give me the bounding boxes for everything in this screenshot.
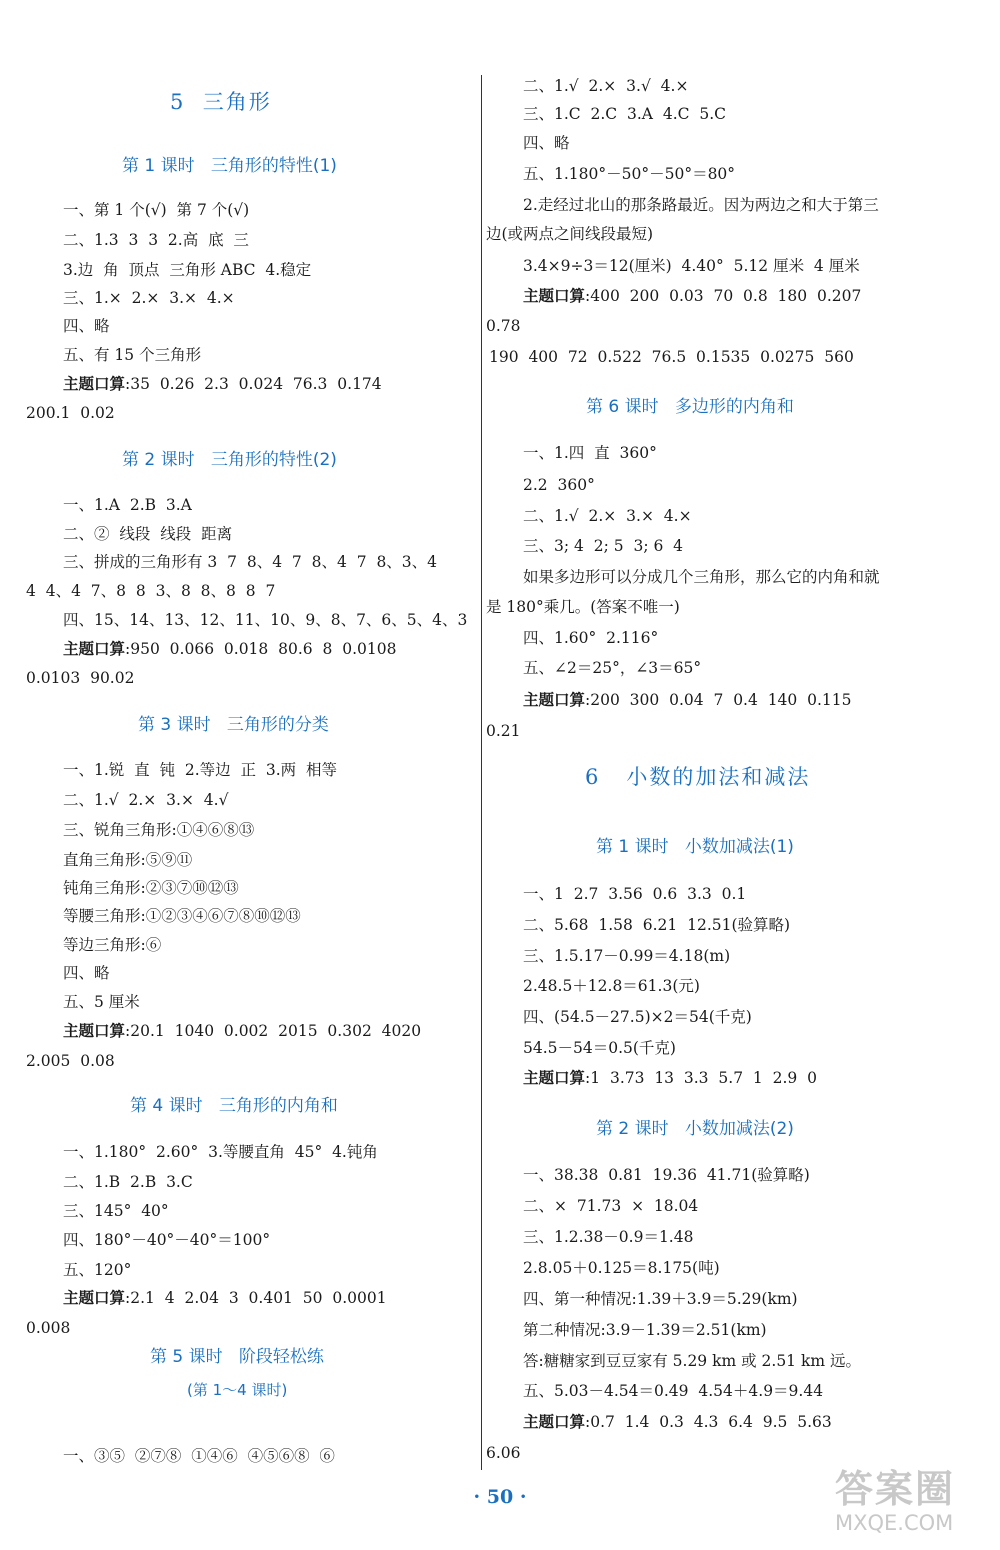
left-line: 等腰三角形:①②③④⑥⑦⑧⑩⑫⑬ xyxy=(63,907,301,925)
right-line: 五、1.180°－50°－50°＝80° xyxy=(523,165,736,183)
column-divider xyxy=(481,75,482,1470)
left-line: 3.边 角 顶点 三角形 ABC 4.稳定 xyxy=(63,261,312,279)
right-line: 6.06 xyxy=(486,1444,521,1462)
section-heading: 第 1 课时 小数加减法(1) xyxy=(596,837,794,857)
right-line: 3.4×9÷3＝12(厘米) 4.40° 5.12 厘米 4 厘米 xyxy=(523,257,860,275)
right-line: 四、第一种情况:1.39＋3.9＝5.29(km) xyxy=(523,1290,798,1308)
right-line: 是 180°乘几。(答案不唯一) xyxy=(486,598,680,616)
left-line: 二、1.√ 2.× 3.× 4.√ xyxy=(63,791,229,809)
right-line: 二、1.√ 2.× 3.× 4.× xyxy=(523,507,692,525)
right-line: 五、∠2＝25°，∠3＝65° xyxy=(523,659,702,677)
right-line: 190 400 72 0.522 76.5 0.1535 0.0275 560 xyxy=(489,348,854,366)
left-line: 主题口算:950 0.066 0.018 80.6 8 0.0108 xyxy=(63,639,397,658)
right-line: 答:糖糖家到豆豆家有 5.29 km 或 2.51 km 远。 xyxy=(523,1352,861,1370)
left-line: 三、1.× 2.× 3.× 4.× xyxy=(63,289,235,307)
right-line: 三、1.C 2.C 3.A 4.C 5.C xyxy=(523,105,726,123)
watermark-logo xyxy=(835,1468,955,1536)
left-line: 五、120° xyxy=(63,1261,132,1279)
right-line: 2.2 360° xyxy=(523,476,595,494)
section-heading: 第 1 课时 三角形的特性(1) xyxy=(122,156,337,176)
right-line: 第二种情况:3.9－1.39＝2.51(km) xyxy=(523,1321,767,1339)
right-line: 主题口算:400 200 0.03 70 0.8 180 0.207 xyxy=(523,286,862,305)
right-line: 三、3; 4 2; 5 3; 6 4 xyxy=(523,537,684,555)
right-line: 如果多边形可以分成几个三角形，那么它的内角和就 xyxy=(523,568,880,586)
left-line: 二、1.B 2.B 3.C xyxy=(63,1173,193,1191)
right-line: 主题口算:1 3.73 13 3.3 5.7 1 2.9 0 xyxy=(523,1068,817,1087)
right-line: 2.48.5＋12.8＝61.3(元) xyxy=(523,977,700,995)
left-line: 等边三角形:⑥ xyxy=(63,936,162,954)
right-line: 0.21 xyxy=(486,722,521,740)
left-line: 200.1 0.02 xyxy=(26,404,115,422)
left-line: 五、有 15 个三角形 xyxy=(63,346,202,364)
left-line: 三、拼成的三角形有 3 7 8、4 7 8、4 7 8、3、4 xyxy=(63,553,438,571)
right-line: 三、1.5.17－0.99＝4.18(m) xyxy=(523,947,731,965)
right-line: 二、5.68 1.58 6.21 12.51(验算略) xyxy=(523,916,791,934)
left-line: 一、1.锐 直 钝 2.等边 正 3.两 相等 xyxy=(63,761,337,779)
watermark-url: MXQE.COM xyxy=(835,1511,954,1535)
right-line: 二、× 71.73 × 18.04 xyxy=(523,1197,699,1215)
section-heading: 第 2 课时 小数加减法(2) xyxy=(596,1119,794,1139)
left-line: 一、第 1 个(√) 第 7 个(√) xyxy=(63,201,250,219)
left-line: 主题口算:20.1 1040 0.002 2015 0.302 4020 xyxy=(63,1021,422,1040)
left-line: 二、1.3 3 3 2.高 底 三 xyxy=(63,231,249,249)
right-line: 主题口算:0.7 1.4 0.3 4.3 6.4 9.5 5.63 xyxy=(523,1412,832,1431)
left-line: 0.008 xyxy=(26,1319,71,1337)
section-heading: 第 4 课时 三角形的内角和 xyxy=(130,1096,338,1116)
left-line: 五、5 厘米 xyxy=(63,993,140,1011)
right-line: 四、1.60° 2.116° xyxy=(523,629,659,647)
left-line: 4 4、4 7、8 8 3、8 8、8 8 7 xyxy=(26,582,276,600)
watermark-text: 答案圈 xyxy=(835,1467,956,1511)
section-heading: 第 2 课时 三角形的特性(2) xyxy=(122,450,337,470)
left-line: 四、略 xyxy=(63,317,110,335)
left-line: 一、1.180° 2.60° 3.等腰直角 45° 4.钝角 xyxy=(63,1143,378,1161)
left-line: 四、180°－40°－40°＝100° xyxy=(63,1231,271,1249)
section-heading: 第 6 课时 多边形的内角和 xyxy=(586,397,794,417)
right-line: 2.走经过北山的那条路最近。因为两边之和大于第三 xyxy=(523,196,879,214)
right-line: 一、38.38 0.81 19.36 41.71(验算略) xyxy=(523,1166,810,1184)
section-heading: 6 小数的加法和减法 xyxy=(585,765,811,789)
right-line: 2.8.05＋0.125＝8.175(吨) xyxy=(523,1259,720,1277)
left-line: 主题口算:35 0.26 2.3 0.024 76.3 0.174 xyxy=(63,374,382,393)
section-heading: 第 3 课时 三角形的分类 xyxy=(138,715,329,735)
left-line: 一、1.A 2.B 3.A xyxy=(63,496,192,514)
right-line: 五、5.03－4.54＝0.49 4.54＋4.9＝9.44 xyxy=(523,1382,824,1400)
left-line: 四、略 xyxy=(63,964,110,982)
right-line: 主题口算:200 300 0.04 7 0.4 140 0.115 xyxy=(523,690,852,709)
section-heading: 5 三角形 xyxy=(170,90,272,114)
right-line: 一、1 2.7 3.56 0.6 3.3 0.1 xyxy=(523,885,747,903)
right-line: 四、(54.5－27.5)×2＝54(千克) xyxy=(523,1008,752,1026)
right-line: 54.5－54＝0.5(千克) xyxy=(523,1039,676,1057)
left-line: 三、145° 40° xyxy=(63,1202,169,1220)
left-line: 0.0103 90.02 xyxy=(26,669,135,687)
left-line: 主题口算:2.1 4 2.04 3 0.401 50 0.0001 xyxy=(63,1288,387,1307)
left-line: 直角三角形:⑤⑨⑪ xyxy=(63,851,193,869)
section-heading: (第 1～4 课时) xyxy=(187,1381,288,1399)
right-line: 二、1.√ 2.× 3.√ 4.× xyxy=(523,77,689,95)
left-line: 钝角三角形:②③⑦⑩⑫⑬ xyxy=(63,879,239,897)
section-heading: 第 5 课时 阶段轻松练 xyxy=(150,1347,324,1367)
right-line: 边(或两点之间线段最短) xyxy=(486,225,654,243)
left-line: 四、15、14、13、12、11、10、9、8、7、6、5、4、3 xyxy=(63,611,468,629)
left-line: 二、② 线段 线段 距离 xyxy=(63,525,233,543)
right-line: 一、1.四 直 360° xyxy=(523,444,657,462)
page-number: · 50 · xyxy=(473,1486,527,1508)
left-line: 三、锐角三角形:①④⑥⑧⑬ xyxy=(63,821,255,839)
right-line: 四、略 xyxy=(523,134,570,152)
right-line: 0.78 xyxy=(486,317,521,335)
left-line: 2.005 0.08 xyxy=(26,1052,115,1070)
left-line: 一、③⑤ ②⑦⑧ ①④⑥ ④⑤⑥⑧ ⑥ xyxy=(63,1447,335,1465)
right-line: 三、1.2.38－0.9＝1.48 xyxy=(523,1228,694,1246)
